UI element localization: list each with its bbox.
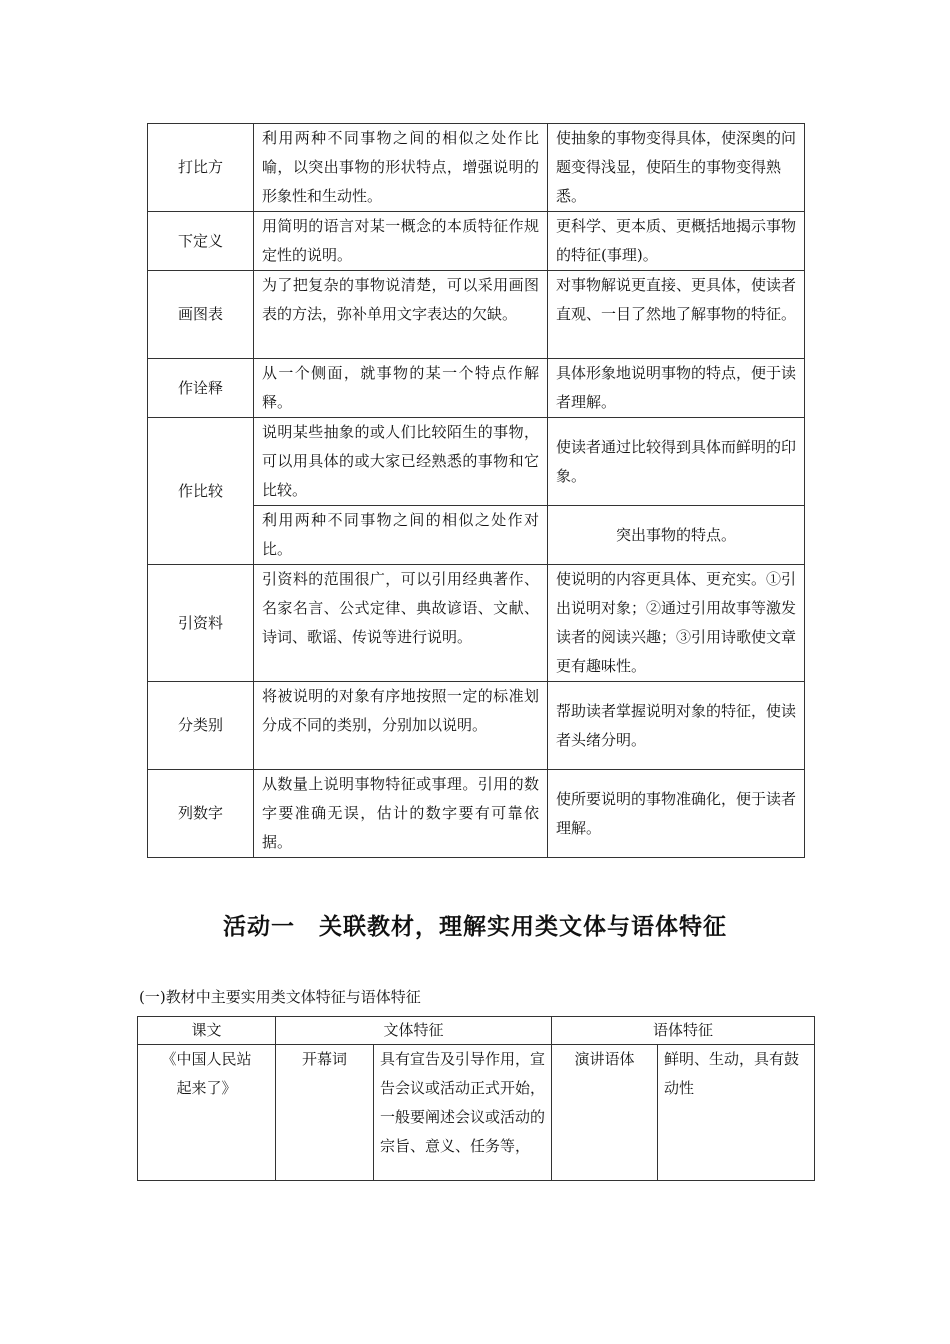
method-effect: 突出事物的特点。 — [548, 506, 805, 565]
method-effect: 对事物解说更直接、更具体，使读者直观、一目了然地了解事物的特征。 — [548, 271, 805, 359]
genre-features-table — [137, 1016, 815, 1181]
genre-feature: 具有宣告及引导作用，宣告会议或活动正式开始，一般要阐述会议或活动的宗旨、意义、任务等， — [374, 1045, 552, 1181]
method-name: 画图表 — [148, 271, 254, 359]
subheading: (一)教材中主要实用类文体特征与语体特征 — [139, 988, 421, 1006]
column-header: 文体特征 — [276, 1017, 552, 1045]
section-heading: 活动一 关联教材，理解实用类文体与语体特征 — [223, 914, 727, 940]
method-description: 从一个侧面，就事物的某一个特点作解释。 — [254, 359, 548, 418]
column-header: 课文 — [138, 1017, 276, 1045]
column-header: 语体特征 — [552, 1017, 815, 1045]
style-feature: 鲜明、生动，具有鼓动性 — [658, 1045, 815, 1181]
method-name: 引资料 — [148, 565, 254, 682]
method-effect: 使所要说明的事物准确化，便于读者理解。 — [548, 770, 805, 858]
table-row — [148, 212, 805, 271]
method-description: 从数量上说明事物特征或事理。引用的数字要准确无误，估计的数字要有可靠依据。 — [254, 770, 548, 858]
method-description: 为了把复杂的事物说清楚，可以采用画图表的方法，弥补单用文字表达的欠缺。 — [254, 271, 548, 359]
method-description: 引资料的范围很广，可以引用经典著作、名家名言、公式定律、典故谚语、文献、诗词、歌谣、传说等进行说明。 — [254, 565, 548, 682]
method-effect: 使抽象的事物变得具体，使深奥的问题变得浅显，使陌生的事物变得熟悉。 — [548, 124, 805, 212]
table-header-row — [138, 1017, 815, 1045]
method-description: 说明某些抽象的或人们比较陌生的事物，可以用具体的或大家已经熟悉的事物和它比较。 — [254, 418, 548, 506]
method-effect: 使说明的内容更具体、更充实。①引出说明对象；②通过引用故事等激发读者的阅读兴趣；③引用诗歌使文章更有趣味性。 — [548, 565, 805, 682]
table-row — [148, 359, 805, 418]
table-row — [148, 565, 805, 682]
method-effect: 具体形象地说明事物的特点，便于读者理解。 — [548, 359, 805, 418]
method-name: 分类别 — [148, 682, 254, 770]
method-description: 利用两种不同事物之间的相似之处作对比。 — [254, 506, 548, 565]
method-effect: 使读者通过比较得到具体而鲜明的印象。 — [548, 418, 805, 506]
style-name: 演讲语体 — [552, 1045, 658, 1181]
table-row — [148, 271, 805, 359]
method-name: 打比方 — [148, 124, 254, 212]
genre-name: 开幕词 — [276, 1045, 374, 1181]
table-row — [148, 770, 805, 858]
explanation-methods-table — [147, 123, 805, 858]
method-name: 下定义 — [148, 212, 254, 271]
method-effect: 帮助读者掌握说明对象的特征，使读者头绪分明。 — [548, 682, 805, 770]
table-row — [148, 124, 805, 212]
method-effect: 更科学、更本质、更概括地揭示事物的特征(事理)。 — [548, 212, 805, 271]
table-row — [148, 682, 805, 770]
text-title: 《中国人民站起来了》 — [138, 1045, 276, 1181]
method-description: 利用两种不同事物之间的相似之处作比喻，以突出事物的形状特点，增强说明的形象性和生动性。 — [254, 124, 548, 212]
table-row — [148, 418, 805, 506]
method-name: 列数字 — [148, 770, 254, 858]
method-name: 作比较 — [148, 418, 254, 565]
method-name: 作诠释 — [148, 359, 254, 418]
method-description: 用简明的语言对某一概念的本质特征作规定性的说明。 — [254, 212, 548, 271]
table-row — [138, 1045, 815, 1181]
method-description: 将被说明的对象有序地按照一定的标准划分成不同的类别，分别加以说明。 — [254, 682, 548, 770]
